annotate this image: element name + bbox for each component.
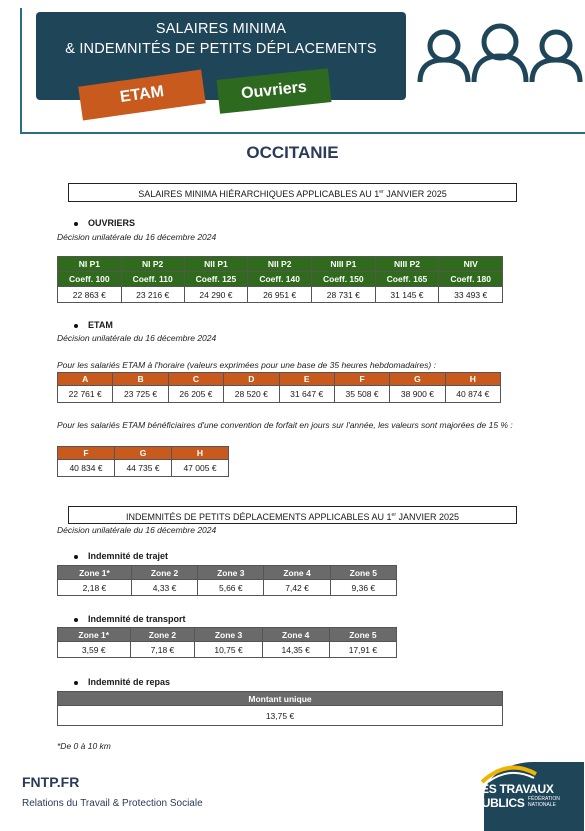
zone-header: Zone 5: [329, 628, 396, 642]
logo-fed-line-1: FÉDÉRATION: [528, 796, 560, 802]
zone-value: 2,18 €: [58, 580, 132, 596]
fntp-logo: [468, 760, 585, 831]
bullet-icon: [74, 555, 78, 559]
ouvriers-heading-label: OUVRIERS: [88, 218, 136, 228]
zone-value: 10,75 €: [195, 642, 262, 658]
bullet-icon: [74, 681, 78, 685]
etam-grade: B: [113, 373, 168, 386]
title-line-2: & INDEMNITÉS DE PETITS DÉPLACEMENTS: [65, 41, 377, 57]
etam-grade: C: [168, 373, 223, 386]
etam-grade: F: [58, 447, 115, 460]
zone-header: Zone 3: [195, 628, 262, 642]
logo-line-1: LES TRAVAUX: [474, 782, 554, 796]
region-title: OCCITANIE: [246, 143, 339, 162]
ouvriers-value: 28 731 €: [311, 287, 375, 303]
zone-value: 5,66 €: [198, 580, 264, 596]
etam-hourly-header-row: [58, 373, 501, 386]
etam-value: 26 205 €: [168, 386, 223, 403]
zone-header: Zone 5: [330, 566, 396, 580]
bullet-icon: [74, 222, 78, 226]
ouvriers-coeff: Coeff. 165: [375, 272, 439, 287]
etam-hourly-table: [57, 372, 501, 403]
etam-forfait-values-row: [58, 460, 229, 477]
zone-value: 14,35 €: [262, 642, 329, 658]
etam-heading: [74, 320, 113, 330]
ouvriers-level: NI P2: [121, 257, 184, 272]
etam-grade: G: [115, 447, 172, 460]
etam-grade: D: [224, 373, 279, 386]
ouvriers-coeff: Coeff. 180: [439, 272, 503, 287]
zone-value: 7,42 €: [264, 580, 330, 596]
ouvriers-header-row-1: [58, 257, 503, 272]
zone-header: Zone 3: [198, 566, 264, 580]
page-title: [36, 19, 406, 59]
header-accent-line: [20, 8, 22, 134]
transport-values-row: [58, 642, 397, 658]
etam-grade: G: [390, 373, 445, 386]
zone-header: Zone 1*: [58, 628, 131, 642]
ouvriers-value: 31 145 €: [375, 287, 439, 303]
indemnites-title-end: JANVIER 2025: [396, 512, 460, 522]
etam-forfait-header-row: [58, 447, 229, 460]
ouvriers-heading: [74, 218, 135, 228]
ouvriers-value: 26 951 €: [248, 287, 312, 303]
ouvriers-decision: Décision unilatérale du 16 décembre 2024: [57, 232, 217, 242]
transport-heading-label: Indemnité de transport: [88, 614, 186, 624]
etam-value: 40 874 €: [445, 386, 500, 403]
etam-value: 22 761 €: [58, 386, 113, 403]
trajet-table: [57, 565, 397, 596]
ouvriers-level: NIII P1: [311, 257, 375, 272]
footnote: *De 0 à 10 km: [57, 741, 111, 751]
zone-value: 9,36 €: [330, 580, 396, 596]
ouvriers-coeff: Coeff. 125: [184, 272, 248, 287]
etam-decision: Décision unilatérale du 16 décembre 2024: [57, 333, 217, 343]
repas-values-row: [58, 706, 503, 726]
bullet-icon: [74, 324, 78, 328]
logo-line-2: PUBLICS: [474, 796, 525, 810]
repas-heading: [74, 677, 170, 687]
transport-table: [57, 627, 397, 658]
repas-heading-label: Indemnité de repas: [88, 677, 171, 687]
indemnites-title-text: INDEMNITÉS DE PETITS DÉPLACEMENTS APPLICABLES AU 1: [125, 512, 392, 522]
etam-grade: F: [334, 373, 389, 386]
zone-value: 3,59 €: [58, 642, 131, 658]
footer-website: FNTP.FR: [22, 774, 80, 790]
ouvriers-value: 23 216 €: [121, 287, 184, 303]
etam-value: 28 520 €: [224, 386, 279, 403]
trajet-header-row: [58, 566, 397, 580]
ouvriers-coeff: Coeff. 100: [58, 272, 122, 287]
etam-value: 40 834 €: [58, 460, 115, 477]
repas-header-row: [58, 692, 503, 706]
transport-heading: [74, 614, 186, 624]
zone-value: 4,33 €: [131, 580, 197, 596]
logo-fed-line-2: NATIONALE: [528, 802, 556, 808]
header-divider: [20, 132, 585, 134]
ouvriers-level: NII P2: [248, 257, 312, 272]
ouvriers-header-row-2: [58, 272, 503, 287]
etam-value: 23 725 €: [113, 386, 168, 403]
ouvriers-value: 22 863 €: [58, 287, 122, 303]
ouvriers-coeff: Coeff. 140: [248, 272, 312, 287]
salaires-title-end: JANVIER 2025: [383, 189, 447, 199]
etam-grade: H: [172, 447, 229, 460]
ouvriers-value: 24 290 €: [184, 287, 248, 303]
etam-heading-label: ETAM: [88, 320, 113, 330]
zone-header: Zone 2: [131, 566, 197, 580]
repas-header: Montant unique: [58, 692, 503, 706]
salaires-title-text: SALAIRES MINIMA HIÉRARCHIQUES APPLICABLES AU 1: [138, 189, 380, 199]
etam-hourly-values-row: [58, 386, 501, 403]
etam-value: 38 900 €: [390, 386, 445, 403]
transport-header-row: [58, 628, 397, 642]
trajet-values-row: [58, 580, 397, 596]
ouvriers-coeff: Coeff. 110: [121, 272, 184, 287]
zone-header: Zone 4: [264, 566, 330, 580]
people-icon: [416, 20, 585, 100]
etam-grade: E: [279, 373, 334, 386]
etam-value: 47 005 €: [172, 460, 229, 477]
etam-grade: A: [58, 373, 113, 386]
ouvriers-level: NII P1: [184, 257, 248, 272]
footer-subtitle: Relations du Travail & Protection Sociale: [22, 798, 203, 809]
ouvriers-level: NIV: [439, 257, 503, 272]
zone-value: 17,91 €: [329, 642, 396, 658]
zone-header: Zone 4: [262, 628, 329, 642]
ouvriers-level: NIII P2: [375, 257, 439, 272]
etam-value: 35 508 €: [334, 386, 389, 403]
etam-forfait-table: [57, 446, 229, 477]
logo-federation: [528, 796, 560, 808]
zone-header: Zone 2: [130, 628, 195, 642]
ouvriers-coeff: Coeff. 150: [311, 272, 375, 287]
ouvriers-value: 33 493 €: [439, 287, 503, 303]
etam-grade: H: [445, 373, 500, 386]
zone-value: 7,18 €: [130, 642, 195, 658]
repas-value: 13,75 €: [58, 706, 503, 726]
trajet-heading-label: Indemnité de trajet: [88, 551, 169, 561]
ouvriers-level: NI P1: [58, 257, 122, 272]
salaires-section-title: [68, 183, 517, 202]
trajet-heading: [74, 551, 168, 561]
title-line-1: SALAIRES MINIMA: [155, 21, 287, 37]
etam-value: 31 647 €: [279, 386, 334, 403]
indemnites-section-title: [68, 506, 517, 524]
ouvriers-badge: Ouvriers: [217, 68, 332, 114]
etam-value: 44 735 €: [115, 460, 172, 477]
zone-header: Zone 1*: [58, 566, 132, 580]
logo-arc-icon: [478, 762, 538, 784]
ouvriers-table: [57, 256, 503, 303]
etam-forfait-note: Pour les salariés ETAM bénéficiaires d'une convention de forfait en jours sur l'année, les valeurs sont majorées de 15 % :: [57, 420, 513, 430]
indemnites-title-sup: er: [391, 512, 396, 518]
salaires-title-sup: er: [379, 189, 384, 195]
etam-badge: ETAM: [78, 70, 206, 121]
etam-hourly-note: Pour les salariés ETAM à l'horaire (valeurs exprimées pour une base de 35 heures hebdomadaires) :: [57, 360, 436, 370]
bullet-icon: [74, 618, 78, 622]
indemnites-decision: Décision unilatérale du 16 décembre 2024: [57, 525, 217, 535]
repas-table: [57, 691, 503, 726]
ouvriers-values-row: [58, 287, 503, 303]
